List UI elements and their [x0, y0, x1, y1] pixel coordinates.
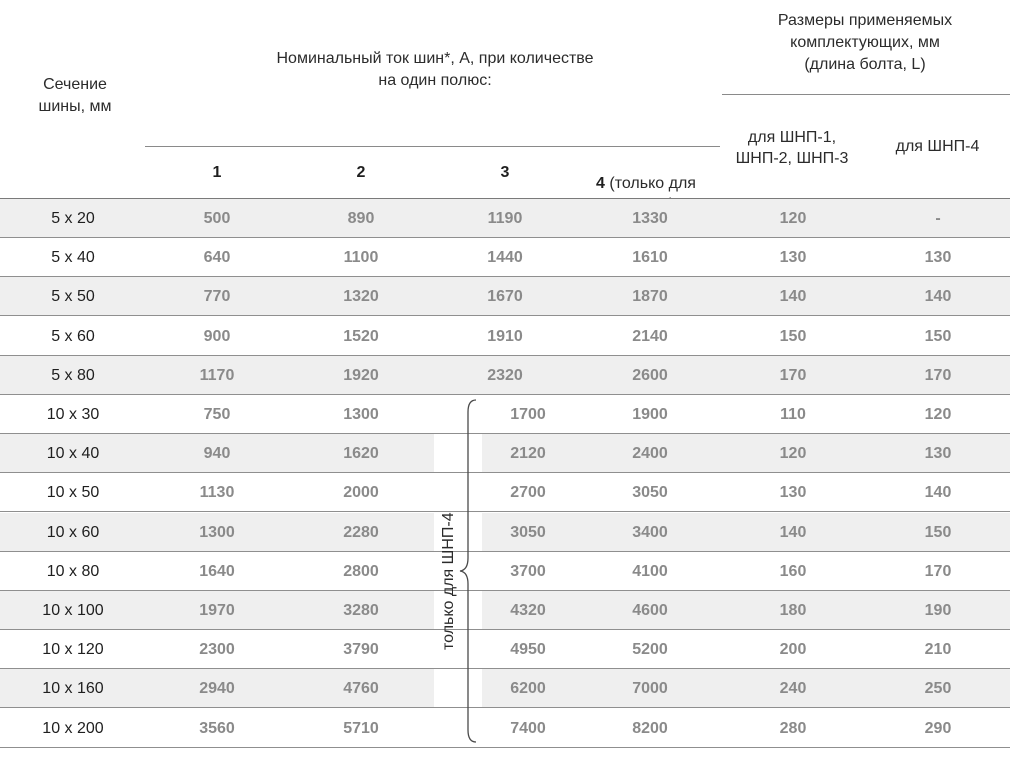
- cell-c3: 3700: [510, 562, 546, 580]
- cell-section: 5 x 40: [51, 249, 95, 267]
- cell-c4: 4600: [632, 602, 668, 619]
- header-col-3: 3: [500, 164, 510, 181]
- header-section-label: Сечение шины, мм: [38, 76, 112, 115]
- cell-c4: 1330: [632, 210, 668, 227]
- cell-section: 5 x 80: [51, 366, 95, 384]
- cell-c2: 4760: [343, 680, 379, 698]
- cell-c3: 2700: [510, 484, 546, 502]
- cell-b1: 110: [780, 406, 806, 423]
- cell-c4: 7000: [632, 680, 668, 698]
- cell-c2: 890: [347, 210, 375, 227]
- cell-b2: 170: [924, 562, 952, 580]
- cell-c1: 770: [203, 288, 231, 306]
- header-col-2: 2: [356, 164, 366, 181]
- cell-c1: 1130: [199, 484, 235, 502]
- cell-c2: 2280: [343, 523, 379, 541]
- cell-c3: 2320: [487, 366, 523, 384]
- cell-b2: 190: [924, 602, 952, 619]
- cell-c4: 5200: [632, 641, 668, 659]
- cell-c4: 1900: [632, 406, 668, 423]
- cell-c4: 3050: [632, 484, 668, 502]
- cell-c2: 3280: [343, 602, 379, 619]
- header-bolt-1: для ШНП-1, ШНП-2, ШНП-3: [735, 129, 849, 167]
- cell-section: 10 x 100: [42, 602, 104, 619]
- cell-section: 10 x 120: [42, 641, 104, 659]
- row-separator: [0, 747, 1010, 748]
- cell-c3: 1700: [510, 406, 546, 423]
- cell-b2: 250: [924, 680, 952, 698]
- cell-b1: 130: [779, 249, 807, 267]
- cell-c2: 2000: [343, 484, 379, 502]
- table-row: [0, 591, 1010, 630]
- cell-section: 10 x 50: [46, 484, 100, 502]
- cell-c1: 750: [203, 406, 231, 423]
- table-row: [0, 317, 1010, 356]
- cell-b2: 140: [924, 288, 952, 306]
- brace-label: только для ШНП-4: [440, 512, 457, 650]
- cell-b2: 150: [924, 327, 952, 345]
- cell-b1: 140: [779, 523, 807, 541]
- table-row: [0, 709, 1010, 748]
- table-row: [0, 669, 1010, 708]
- cell-c1: 500: [203, 210, 231, 227]
- cell-c4: 8200: [632, 719, 668, 737]
- cell-c4: 2600: [632, 366, 668, 384]
- cell-c3: 7400: [510, 719, 546, 737]
- cell-c4: 1870: [632, 288, 668, 306]
- cell-b2: -: [935, 210, 941, 227]
- cell-c1: 2940: [199, 680, 235, 698]
- cell-c3: 1190: [487, 210, 523, 227]
- header-sizes-label: Размеры применяемых комплектующих, мм (длина болта, L): [777, 12, 953, 73]
- table-row: [0, 473, 1010, 512]
- brace-icon: [458, 398, 480, 744]
- cell-b1: 240: [779, 680, 807, 698]
- cell-c2: 1520: [343, 327, 379, 345]
- cell-section: 5 x 20: [51, 210, 95, 227]
- header-col-4-number: 4: [596, 175, 605, 192]
- cell-b1: 120: [779, 445, 807, 463]
- header-divider-sizes: [722, 94, 1010, 95]
- table-row: [0, 434, 1010, 473]
- cell-c1: 1640: [199, 562, 235, 580]
- cell-b1: 180: [779, 602, 807, 619]
- cell-c3: 4950: [510, 641, 546, 659]
- cell-section: 10 x 200: [42, 719, 104, 737]
- cell-b2: 150: [924, 523, 952, 541]
- header-col-1: 1: [212, 164, 222, 181]
- cell-c3: 2120: [510, 445, 546, 463]
- cell-c1: 940: [203, 445, 231, 463]
- cell-b1: 280: [779, 719, 807, 737]
- cell-b2: 170: [924, 366, 952, 384]
- cell-section: 5 x 50: [51, 288, 95, 306]
- cell-c1: 640: [203, 249, 231, 267]
- cell-b2: 210: [924, 641, 952, 659]
- cell-b1: 120: [779, 210, 807, 227]
- cell-section: 10 x 80: [46, 562, 100, 580]
- cell-b1: 200: [779, 641, 807, 659]
- table-row: [0, 238, 1010, 277]
- cell-section: 5 x 60: [51, 327, 95, 345]
- header-current-label: Номинальный ток шин*, А, при количестве на один полюс:: [276, 50, 594, 89]
- cell-c1: 3560: [199, 719, 235, 737]
- cell-b1: 160: [779, 562, 807, 580]
- table-row: [0, 277, 1010, 316]
- cell-c4: 2140: [632, 327, 668, 345]
- cell-c3: 1670: [487, 288, 523, 306]
- cell-c3: 1910: [487, 327, 523, 345]
- cell-c2: 3790: [343, 641, 379, 659]
- cell-c2: 1300: [343, 406, 379, 423]
- cell-c4: 4100: [632, 562, 668, 580]
- cell-c2: 1320: [343, 288, 379, 306]
- cell-c4: 2400: [632, 445, 668, 463]
- cell-b2: 140: [924, 484, 952, 502]
- cell-b2: 120: [924, 406, 952, 423]
- cell-section: 10 x 160: [42, 680, 104, 698]
- cell-c3: 6200: [510, 680, 546, 698]
- cell-c1: 900: [203, 327, 231, 345]
- cell-b1: 170: [779, 366, 807, 384]
- table-row: [0, 552, 1010, 591]
- cell-c3: 1440: [487, 249, 523, 267]
- cell-c2: 5710: [343, 719, 379, 737]
- cell-c2: 2800: [343, 562, 379, 580]
- header-col-4-note: (только для: [609, 175, 696, 192]
- cell-b1: 130: [779, 484, 807, 502]
- cell-c2: 1620: [343, 445, 379, 463]
- table-row: [0, 395, 1010, 434]
- cell-b1: 150: [779, 327, 807, 345]
- cell-c2: 1920: [343, 366, 379, 384]
- cell-c2: 1100: [343, 249, 379, 267]
- cell-c1: 1170: [199, 366, 235, 384]
- cell-c1: 2300: [199, 641, 235, 659]
- cell-b2: 130: [924, 249, 952, 267]
- cell-b2: 290: [924, 719, 952, 737]
- header-divider-current: [145, 146, 720, 147]
- cell-section: 10 x 40: [46, 445, 100, 463]
- table-row: [0, 513, 1010, 552]
- cell-section: 10 x 30: [46, 406, 100, 423]
- table-row: [0, 630, 1010, 669]
- cell-c4: 1610: [632, 249, 668, 267]
- cell-b2: 130: [924, 445, 952, 463]
- table-row: [0, 199, 1010, 238]
- cell-c3: 4320: [510, 602, 546, 619]
- header-bolt-2: для ШНП-4: [895, 138, 980, 155]
- cell-c3: 3050: [510, 523, 546, 541]
- cell-c1: 1970: [199, 602, 235, 619]
- table-row: [0, 356, 1010, 395]
- cell-c4: 3400: [632, 523, 668, 541]
- cell-b1: 140: [779, 288, 807, 306]
- cell-c1: 1300: [199, 523, 235, 541]
- cell-section: 10 x 60: [46, 523, 100, 541]
